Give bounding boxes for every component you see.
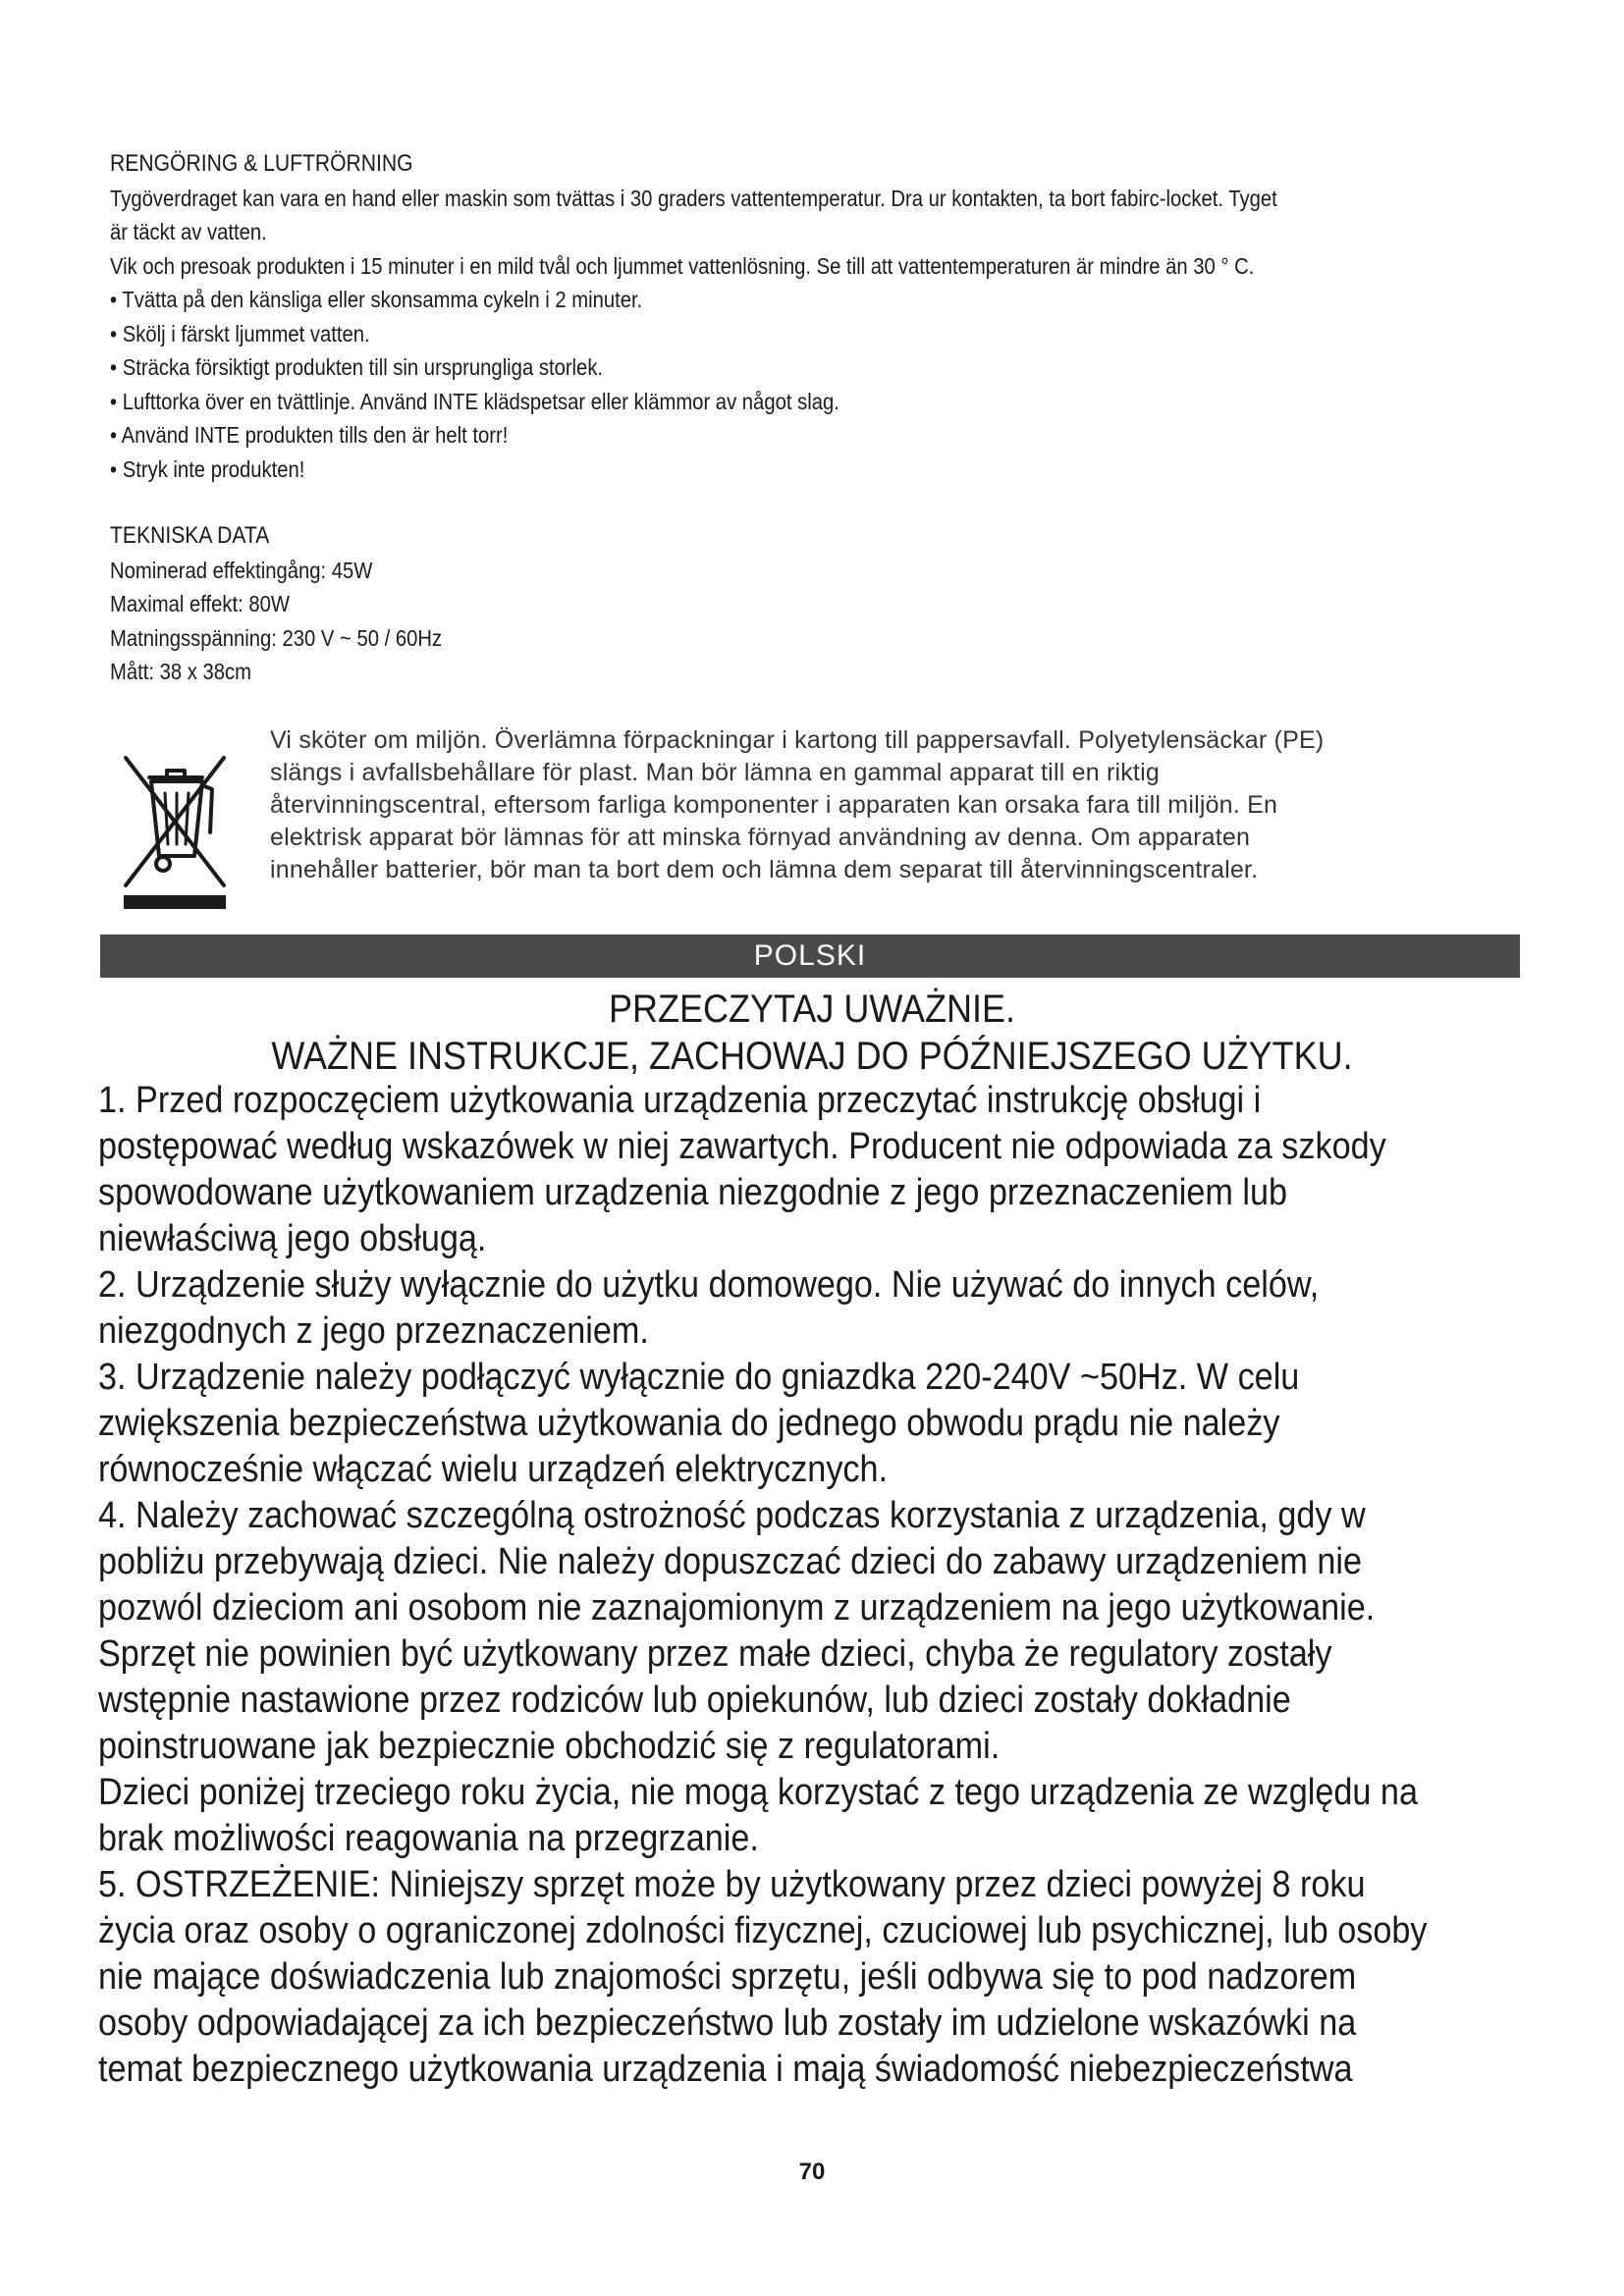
cleaning-line: Tygöverdraget kan vara en hand eller maskin som tvättas i 30 graders vattentemperatur. Dra ur kontakten, ta bort fabirc-locket. Tyget xyxy=(110,185,1277,211)
instruction-line: temat bezpiecznego użytkowania urządzenia i mają świadomość niebezpieczeństwa xyxy=(98,2049,1353,2090)
cleaning-line: • Sträcka försiktigt produkten till sin ursprungliga storlek. xyxy=(110,354,604,380)
recycling-line: innehåller batterier, bör man ta bort dem och lämna dem separat till återvinningscentraler. xyxy=(270,856,1259,883)
page-number: 70 xyxy=(798,2159,826,2185)
crossed-out-wheeled-bin-icon xyxy=(116,738,234,910)
instruction-line: zwiększenia bezpieczeństwa użytkowania do jednego obwodu prądu nie należy xyxy=(98,1403,1280,1444)
instruction-line: 4. Należy zachować szczególną ostrożność podczas korzystania z urządzenia, gdy w xyxy=(98,1495,1366,1536)
recycling-line: återvinningscentral, eftersom farliga komponenter i apparaten kan orsaka fara till miljön. En xyxy=(270,791,1278,819)
instruction-line: spowodowane użytkowaniem urządzenia niezgodnie z jego przeznaczeniem lub xyxy=(98,1172,1288,1213)
instruction-line: postępować według wskazówek w niej zawartych. Producent nie odpowiada za szkody xyxy=(98,1126,1386,1167)
instruction-line: brak możliwości reagowania na przegrzanie. xyxy=(98,1818,759,1859)
instruction-line: wstępnie nastawione przez rodziców lub opiekunów, lub dzieci zostały dokładnie xyxy=(98,1680,1291,1721)
recycling-notice xyxy=(270,724,1517,886)
instruction-line: osoby odpowiadającej za ich bezpieczeństwo lub zostały im udzielone wskazówki na xyxy=(98,2002,1357,2044)
language-band: POLSKI xyxy=(100,934,1520,978)
tech-data-heading: TEKNISKA DATA xyxy=(110,522,270,549)
instruction-line: równocześnie włączać wielu urządzeń elektrycznych. xyxy=(98,1449,889,1490)
instruction-line: pobliżu przebywają dzieci. Nie należy dopuszczać dzieci do zabawy urządzeniem nie xyxy=(98,1541,1362,1582)
instruction-line: 1. Przed rozpoczęciem użytkowania urządzenia przeczytać instrukcję obsługi i xyxy=(98,1080,1262,1121)
instruction-line: poinstruowane jak bezpiecznie obchodzić się z regulatorami. xyxy=(98,1726,1001,1767)
instruction-line: niewłaściwą jego obsługą. xyxy=(98,1218,487,1259)
section-spacer xyxy=(110,486,1354,519)
instruction-line: niezgodnych z jego przeznaczeniem. xyxy=(98,1310,649,1352)
cleaning-line: • Lufttorka över en tvättlinje. Använd INTE klädspetsar eller klämmor av något slag. xyxy=(110,388,839,414)
recycling-line: slängs i avfallsbehållare för plast. Man bör lämna en gammal apparat till en riktig xyxy=(270,759,1160,786)
tech-data-line: Nominerad effektingång: 45W xyxy=(110,557,373,583)
cleaning-line: • Använd INTE produkten tills den är helt torr! xyxy=(110,422,509,448)
swedish-section xyxy=(110,147,1354,689)
instruction-line: 2. Urządzenie służy wyłącznie do użytku domowego. Nie używać do innych celów, xyxy=(98,1264,1320,1306)
instruction-line: 5. OSTRZEŻENIE: Niniejszy sprzęt może by użytkowany przez dzieci powyżej 8 roku xyxy=(98,1864,1366,1905)
instruction-line: życia oraz osoby o ograniczonej zdolności fizycznej, czuciowej lub psychicznej, lub osoby xyxy=(98,1910,1428,1951)
instruction-line: Dzieci poniżej trzeciego roku życia, nie mogą korzystać z tego urządzenia ze względu na xyxy=(98,1772,1418,1813)
polish-subtitle: WAŻNE INSTRUKCJE, ZACHOWAJ DO PÓŹNIEJSZEGO UŻYTKU. xyxy=(271,1035,1353,1078)
tech-data-line: Matningsspänning: 230 V ~ 50 / 60Hz xyxy=(110,624,443,651)
instruction-line: Sprzęt nie powinien być użytkowany przez małe dzieci, chyba że regulatory zostały xyxy=(98,1633,1332,1675)
cleaning-line: • Tvätta på den känsliga eller skonsamma cykeln i 2 minuter. xyxy=(110,287,643,312)
tech-data-line: Maximal effekt: 80W xyxy=(110,591,290,616)
cleaning-line: är täckt av vatten. xyxy=(110,219,267,244)
instruction-line: pozwól dzieciom ani osobom nie zaznajomionym z urządzeniem na jego użytkowanie. xyxy=(98,1587,1376,1629)
instruction-line: 3. Urządzenie należy podłączyć wyłącznie do gniazdka 220-240V ~50Hz. W celu xyxy=(98,1357,1300,1398)
instruction-line: nie mające doświadczenia lub znajomości sprzętu, jeśli odbywa się to pod nadzorem xyxy=(98,1956,1357,1998)
cleaning-line: • Stryk inte produkten! xyxy=(110,455,305,482)
polish-title: PRZECZYTAJ UWAŻNIE. xyxy=(609,988,1015,1031)
cleaning-line: • Skölj i färskt ljummet vatten. xyxy=(110,320,370,347)
polish-instructions xyxy=(98,1078,1477,2093)
recycling-line: elektrisk apparat bör lämnas för att minska förnyad användning av denna. Om apparaten xyxy=(270,824,1251,851)
recycling-line: Vi sköter om miljön. Överlämna förpackningar i kartong till pappersavfall. Polyetylensäckar (PE) xyxy=(270,726,1325,754)
cleaning-heading: RENGÖRING & LUFTRÖRNING xyxy=(110,150,413,177)
cleaning-line: Vik och presoak produkten i 15 minuter i en mild tvål och ljummet vattenlösning. Se till att vattentemperaturen är mindre än 30 ° C. xyxy=(110,252,1255,279)
tech-data-line: Mått: 38 x 38cm xyxy=(110,659,251,684)
